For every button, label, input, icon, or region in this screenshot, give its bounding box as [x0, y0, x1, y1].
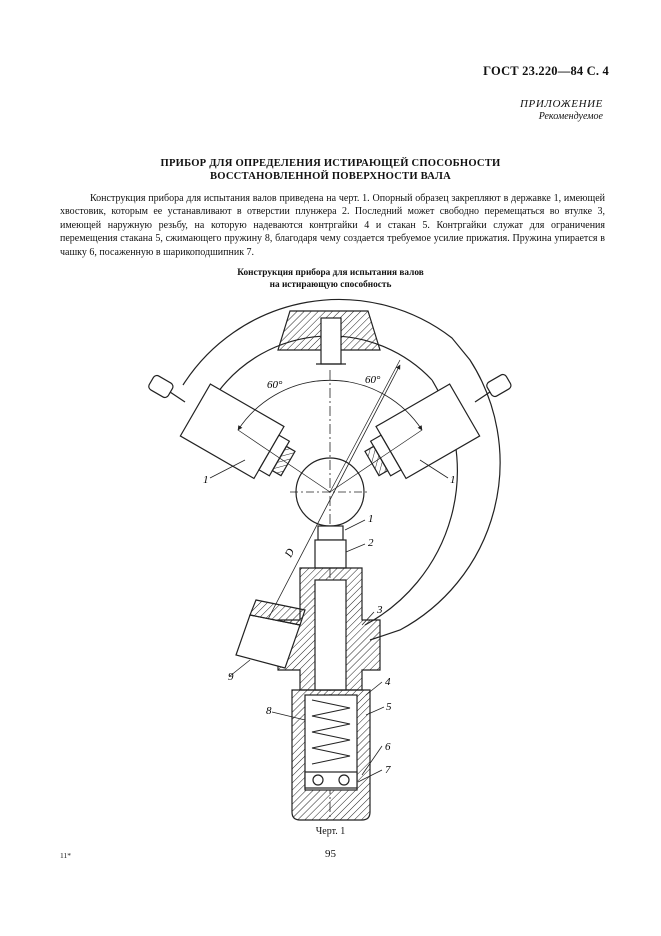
- callout-7: 7: [385, 764, 391, 776]
- plunger: [315, 540, 346, 568]
- page-title-line-1: ПРИБОР ДЛЯ ОПРЕДЕЛЕНИЯ ИСТИРАЮЩЕЙ СПОСОБНОСТИ: [160, 158, 501, 169]
- angle-label-right: 60°: [365, 374, 381, 386]
- appendix-note: Рекомендуемое: [538, 111, 603, 122]
- document-header: ГОСТ 23.220—84 С. 4: [483, 64, 609, 78]
- callout-9: 9: [228, 671, 234, 683]
- top-screw: [321, 318, 341, 364]
- callout-5: 5: [386, 701, 392, 713]
- printer-signature: 11*: [60, 851, 71, 860]
- callout-3: 3: [377, 604, 383, 616]
- figure-caption: Черт. 1: [315, 826, 346, 837]
- figure-title-line-2: на истирающую способность: [269, 280, 392, 290]
- callout-1-left: 1: [203, 474, 209, 486]
- holder-right: [357, 384, 480, 489]
- page-title-line-2: ВОССТАНОВЛЕННОЙ ПОВЕРХНОСТИ ВАЛА: [209, 171, 451, 182]
- body-paragraph: Конструкция прибора для испытания валов приведена на черт. 1. Опорный образец закрепляют в державке 1, имеющей хвостовик, которым ее устанавливают в отверстии плунжера 2. Последний может свободно перемещаться во втулке 3, имеющей наружную резьбу, на которую надеваются контргайки 4 и стакан 5. Контргайки служат для ограничения перемещения стакана 5, сжимающего пружину 8, благодаря чему создается требуемое усилие прижатия. Пружина упирается в чашку 6, посаженную в шарикоподшипник 7.: [60, 193, 605, 258]
- specimen-holder: [318, 526, 343, 540]
- callout-2: 2: [368, 537, 374, 549]
- callout-6: 6: [385, 741, 391, 753]
- holder-left: [180, 384, 303, 489]
- angle-label-left: 60°: [267, 379, 283, 391]
- knob-left: [147, 374, 185, 402]
- callout-1-holder: 1: [368, 513, 374, 525]
- callout-8: 8: [266, 705, 272, 717]
- label-d: D: [282, 546, 298, 560]
- callout-4: 4: [385, 676, 391, 688]
- callout-1-right: 1: [450, 474, 456, 486]
- page-number: 95: [325, 848, 336, 860]
- figure-title-line-1: Конструкция прибора для испытания валов: [237, 268, 424, 278]
- appendix-label: ПРИЛОЖЕНИЕ: [520, 98, 603, 110]
